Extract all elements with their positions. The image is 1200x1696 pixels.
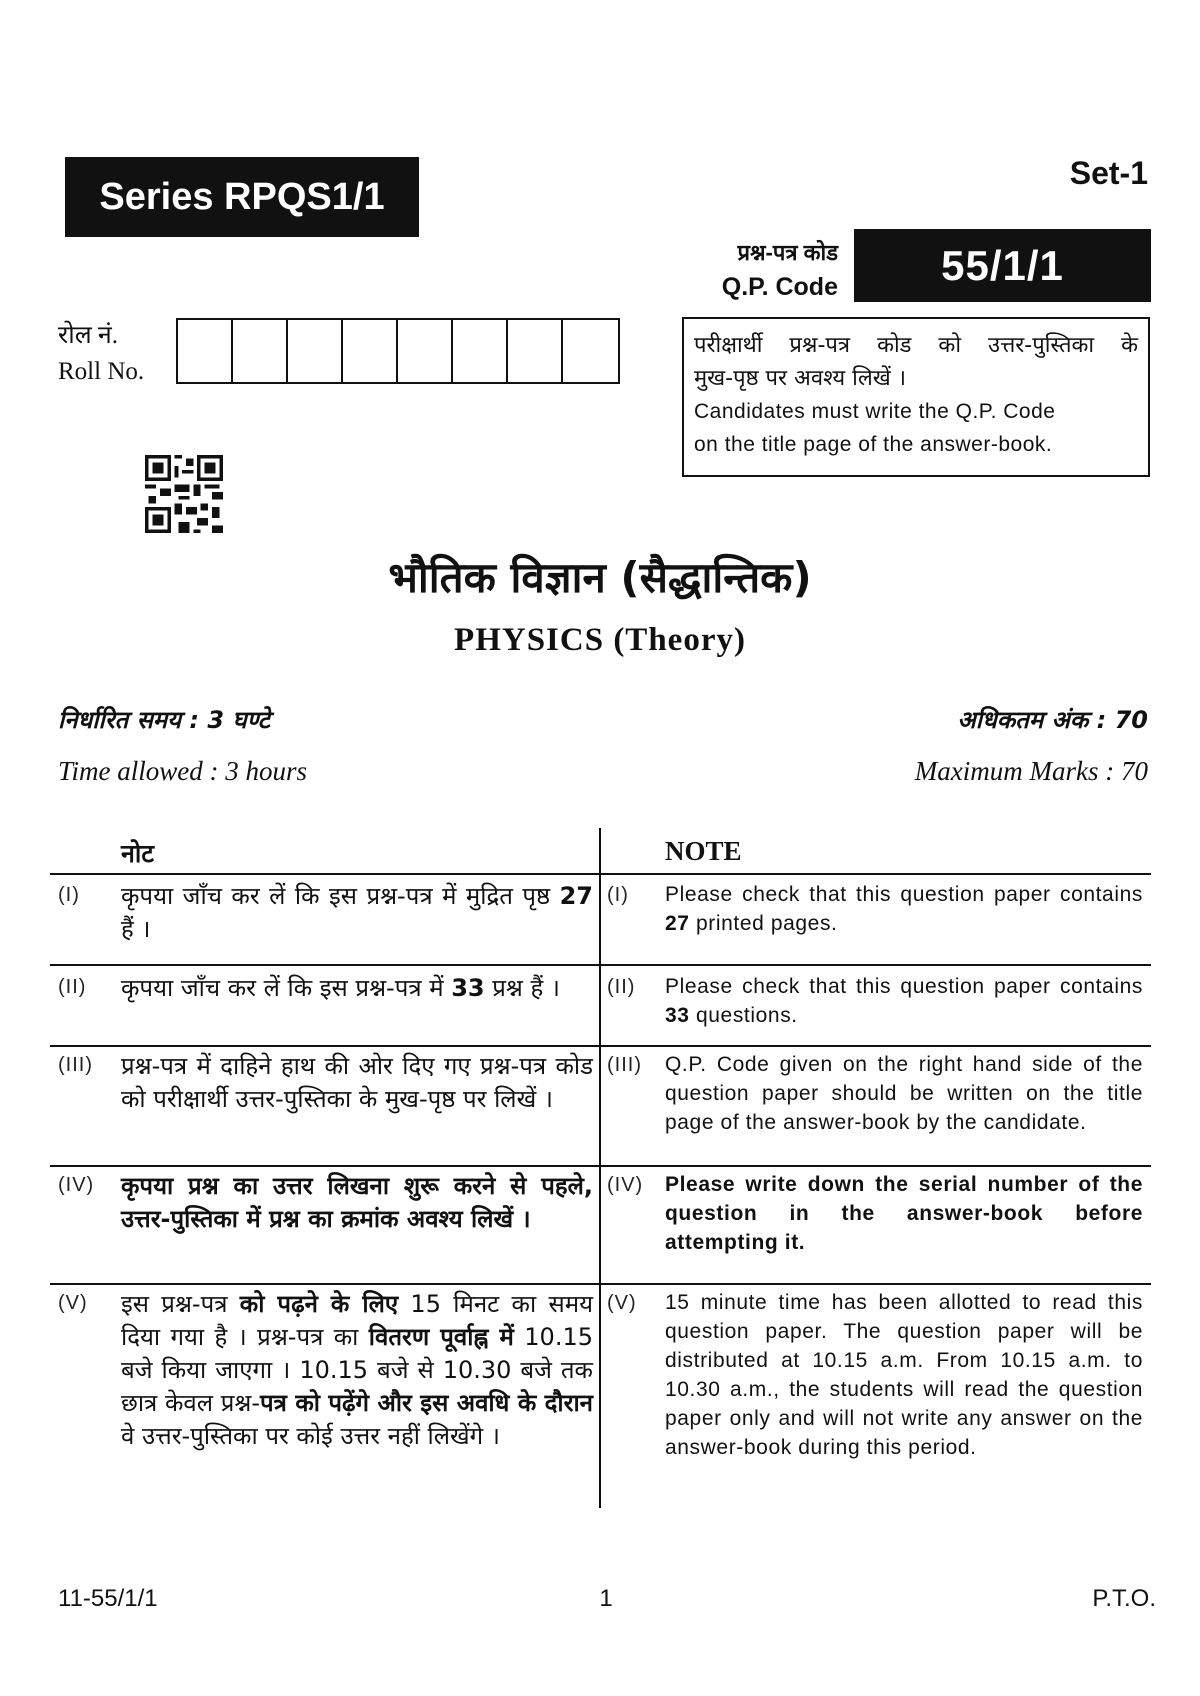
page-number: 1 — [599, 1585, 613, 1612]
note-number-hi: (IV) — [58, 1174, 95, 1196]
subject-title-en: PHYSICS (Theory) — [454, 622, 746, 658]
note-heading-hi: नोट — [121, 839, 154, 868]
note-text-en: 15 minute time has been allotted to read this question paper. The question paper will be distributed at 10.15 a.m. From 10.15 a.m. to 10.30 a.m., the students will read the question paper only and will not write any answer on the answer-book during this period. — [665, 1291, 1143, 1459]
max-marks-en: Maximum Marks : 70 — [914, 756, 1148, 786]
roll-cell[interactable] — [453, 320, 508, 382]
qp-code-label-en: Q.P. Code — [721, 273, 838, 301]
table-rule — [50, 1045, 1151, 1047]
note-text-en: Q.P. Code given on the right hand side of the question paper should be written on the title page of the answer-book by the candidate. — [665, 1053, 1143, 1134]
note-text-en: Please check that this question paper contains 27 printed pages. — [665, 883, 1143, 935]
qp-code-label — [680, 236, 838, 304]
table-divider — [599, 828, 601, 1508]
roll-cell[interactable] — [508, 320, 563, 382]
note-text-hi: कृपया जाँच कर लें कि इस प्रश्न-पत्र में 33 प्रश्न हैं । — [121, 974, 560, 1002]
note-number-hi: (II) — [58, 976, 87, 998]
qp-instruction-box — [682, 317, 1150, 477]
note-number-en: (III) — [607, 1054, 642, 1076]
roll-number-grid[interactable] — [176, 318, 620, 384]
instruction-en-line1: Candidates must write the Q.P. Code — [694, 400, 1056, 423]
roll-label-hi: रोल नं. — [58, 322, 119, 349]
note-number-hi: (V) — [58, 1292, 88, 1314]
roll-cell[interactable] — [233, 320, 288, 382]
subject-title-hi: भौतिक विज्ञान (सैद्धान्तिक) — [388, 553, 812, 602]
set-label: Set-1 — [1069, 155, 1148, 191]
time-allowed-hi: निर्धारित समय : 3 घण्टे — [58, 706, 270, 734]
roll-cell[interactable] — [563, 320, 618, 382]
qp-code-label-hi: प्रश्न-पत्र कोड — [737, 240, 838, 265]
note-number-en: (IV) — [607, 1174, 644, 1196]
note-number-en: (I) — [607, 884, 629, 906]
note-number-en: (V) — [607, 1292, 637, 1314]
note-number-hi: (III) — [58, 1054, 93, 1076]
note-text-en: Please check that this question paper contains 33 questions. — [665, 975, 1143, 1027]
note-text-hi: कृपया जाँच कर लें कि इस प्रश्न-पत्र में मुद्रित पृष्ठ 27 हैं । — [121, 882, 593, 943]
roll-cell[interactable] — [288, 320, 343, 382]
note-text-en: Please write down the serial number of the question in the answer-book before attempting it. — [665, 1173, 1143, 1254]
max-marks-hi: अधिकतम अंक : 70 — [957, 706, 1148, 734]
note-text-hi: प्रश्न-पत्र में दाहिने हाथ की ओर दिए गए प्रश्न-पत्र कोड को परीक्षार्थी उत्तर-पुस्तिका के मुख-पृष्ठ पर लिखें । — [121, 1052, 593, 1113]
roll-cell[interactable] — [178, 320, 233, 382]
roll-cell[interactable] — [343, 320, 398, 382]
note-number-hi: (I) — [58, 884, 80, 906]
table-rule — [50, 873, 1151, 875]
qp-code-value: 55/1/1 — [854, 229, 1151, 302]
series-label: Series RPQS1/1 — [65, 157, 419, 237]
roll-label — [58, 318, 144, 390]
note-number-en: (II) — [607, 976, 636, 998]
table-rule — [50, 1283, 1151, 1285]
time-allowed-en: Time allowed : 3 hours — [58, 756, 308, 786]
note-text-hi: इस प्रश्न-पत्र को पढ़ने के लिए 15 मिनट का समय दिया गया है । प्रश्न-पत्र का वितरण पूर्वाह्न में 10.15 बजे किया जाएगा । 10.15 बजे से 10.30 बजे तक छात्र केवल प्रश्न-पत्र को पढ़ेंगे और इस अवधि के दौरान वे उत्तर-पुस्तिका पर कोई उत्तर नहीं लिखेंगे । — [121, 1290, 593, 1450]
table-rule — [50, 1165, 1151, 1167]
note-text-hi: कृपया प्रश्न का उत्तर लिखना शुरू करने से पहले, उत्तर-पुस्तिका में प्रश्न का क्रमांक अवश्य लिखें । — [121, 1172, 593, 1233]
footer-pto: P.T.O. — [1092, 1585, 1156, 1612]
roll-cell[interactable] — [398, 320, 453, 382]
instruction-en-line2: on the title page of the answer-book. — [694, 433, 1053, 456]
note-heading-en: NOTE — [665, 836, 742, 866]
instruction-hi-line2: मुख-पृष्ठ पर अवश्य लिखें । — [694, 366, 907, 391]
qr-code-icon — [145, 455, 223, 533]
instruction-hi-line1: परीक्षार्थी प्रश्न-पत्र कोड को उत्तर-पुस्तिका के — [694, 333, 1138, 358]
footer-paper-code: 11-55/1/1 — [58, 1585, 158, 1612]
table-rule — [50, 964, 1151, 966]
roll-label-en: Roll No. — [58, 358, 145, 385]
